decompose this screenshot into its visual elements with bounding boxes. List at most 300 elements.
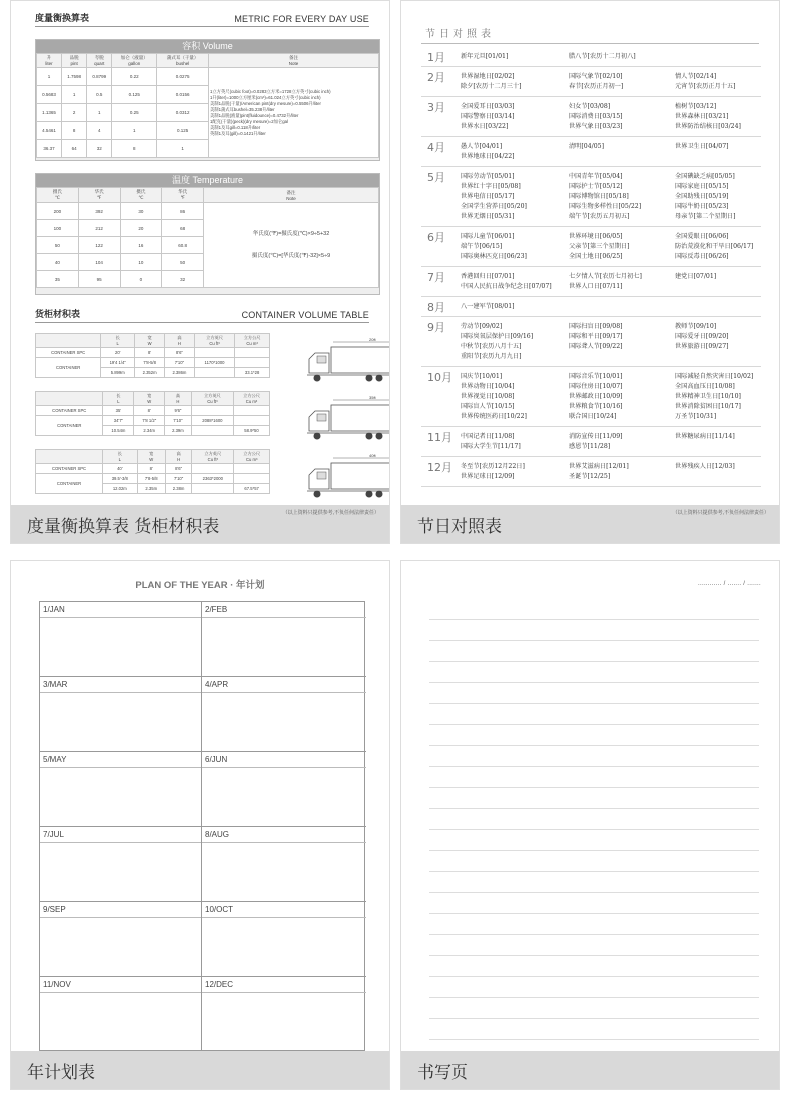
- festival-item: 世界湿地日[02/02]: [461, 73, 515, 80]
- container-header-cell: [234, 450, 270, 464]
- festival-month-label: 7月: [427, 271, 445, 284]
- festival-item: 母亲节[第二个星期日]: [675, 213, 736, 220]
- container-cell: [235, 348, 270, 358]
- container-cell: 2088*1600: [191, 416, 233, 426]
- writing-line[interactable]: [429, 599, 759, 620]
- container-box: [331, 463, 390, 489]
- container-header-row: [36, 450, 270, 464]
- container-cell: [194, 368, 234, 378]
- festival-item: 感恩节[11/28]: [569, 443, 611, 450]
- temperature-cell: 95: [78, 271, 120, 288]
- header-zh: 蒲式耳（干量）: [166, 55, 199, 60]
- header-unit: ℉: [180, 195, 185, 200]
- container-header-row: [36, 392, 270, 406]
- container-cell: [234, 416, 270, 426]
- header-zh: 品脱: [69, 55, 79, 60]
- volume-header-cell: [209, 54, 379, 68]
- festival-item: 世界水日[03/22]: [461, 123, 509, 130]
- festival-item: 国际牛奶日[05/23]: [675, 203, 729, 210]
- container-cell: 8': [135, 348, 165, 358]
- festival-item: 全国爱眼日[06/06]: [675, 233, 729, 240]
- year-plan-month-label: 4/APR: [205, 680, 229, 689]
- festival-item: 联合国日[10/24]: [569, 413, 617, 420]
- header-unit: ℃: [54, 195, 60, 200]
- festival-month-items: [461, 51, 761, 61]
- header-zh: 摄氏: [52, 189, 62, 194]
- festival-item: 国际扫盲日[09/08]: [569, 323, 623, 330]
- temperature-cell: 200: [37, 203, 79, 220]
- container-cell: 40': [103, 464, 138, 474]
- volume-cell: 32: [87, 140, 112, 158]
- festival-item: 万圣节[10/31]: [675, 413, 717, 420]
- festival-month-label: 9月: [427, 321, 445, 334]
- festival-item: 清明[04/05]: [569, 143, 605, 150]
- festival-item: 世界气象日[03/23]: [569, 123, 623, 130]
- volume-cell: 1.7598: [62, 68, 87, 86]
- volume-notes: [209, 68, 379, 158]
- temperature-cell: 40: [37, 254, 79, 271]
- festival-divider: [421, 43, 759, 44]
- festival-item: 国际博物馆日[05/18]: [569, 193, 629, 200]
- festival-month-label: 12月: [427, 461, 452, 474]
- festival-item: [675, 351, 765, 361]
- writing-footer: [401, 1051, 779, 1089]
- festival-item: 元宵节[农历正月十五]: [675, 83, 736, 90]
- festival-item: 世界足球日[12/09]: [461, 473, 515, 480]
- year-plan-underline: [40, 692, 201, 693]
- festival-item: 国际住房日[10/07]: [569, 383, 623, 390]
- year-plan-cell[interactable]: [40, 827, 202, 902]
- header-en: Cu m³: [245, 399, 258, 404]
- festival-item: 世界视觉日[10/08]: [461, 393, 515, 400]
- volume-cell: 1: [157, 140, 209, 158]
- volume-cell: 64: [62, 140, 87, 158]
- volume-note: 美制1及耳gill=0.118升/liter: [210, 124, 261, 130]
- volume-cell: 0.8799: [87, 68, 112, 86]
- container-cell: 33.1*28: [235, 368, 270, 378]
- festival-month-block: [421, 317, 761, 367]
- volume-cell: 0.5683: [37, 86, 62, 104]
- container-blank: [36, 334, 101, 348]
- festival-item: 春节[农历正月初一]: [569, 83, 624, 90]
- volume-note: 1升(liter)=1000立方厘米(cm³)=61.024立方英寸(cubic inch): [210, 94, 321, 100]
- container-spc-label: CONTAINER SPC: [36, 406, 103, 416]
- container-cell: [235, 358, 270, 368]
- header-zh: 宽: [147, 335, 152, 340]
- festival-month-items: [461, 431, 761, 451]
- festival-item: 国际奥林匹克日[06/23]: [461, 253, 527, 260]
- festival-month-items: [461, 231, 761, 261]
- year-plan-grid: [39, 601, 365, 1051]
- container-box: [331, 405, 390, 431]
- volume-cell: 4: [87, 122, 112, 140]
- festival-item: 国际警察日[03/14]: [461, 113, 515, 120]
- festival-footer: [401, 505, 779, 543]
- festival-month-label: 11月: [427, 431, 452, 444]
- year-plan-footer-title: 年计划表: [27, 1062, 95, 1083]
- truck-wheel: [314, 375, 321, 382]
- festival-month-items: [461, 141, 761, 161]
- temperature-caption: 温度 Temperature: [36, 174, 379, 187]
- container-label: CONTAINER: [36, 416, 103, 436]
- container-row: [36, 358, 270, 368]
- volume-note: 1配克(干量)(peck)(dry mesure)=2加仑gal: [210, 118, 288, 124]
- temperature-header-cell: [120, 188, 162, 203]
- festival-footnote: （以上资料只提供参考,不负任何法律责任）: [672, 510, 769, 516]
- container-cell: 9'6": [165, 406, 192, 416]
- festival-month-label: 8月: [427, 301, 445, 314]
- volume-cell: 1: [37, 68, 62, 86]
- metric-panel: [10, 0, 390, 544]
- header-zh: 备注: [286, 189, 296, 195]
- container-cell: [234, 406, 270, 416]
- festival-month-block: [421, 367, 761, 427]
- header-en: L: [116, 341, 119, 346]
- container-size-label: 35ft: [369, 395, 376, 400]
- festival-month-label: 3月: [427, 101, 445, 114]
- metric-header: [35, 11, 369, 27]
- truck-wheel: [314, 433, 321, 440]
- writing-line[interactable]: [429, 851, 759, 872]
- volume-cell: 0.125: [157, 122, 209, 140]
- container-truck-icon: [303, 395, 390, 443]
- volume-header-cell: [87, 54, 112, 68]
- writing-line[interactable]: [429, 998, 759, 1019]
- container-blank: [36, 392, 103, 406]
- writing-line[interactable]: [429, 893, 759, 914]
- festival-item: 世界防治结核日[03/24]: [675, 123, 741, 130]
- truck-wheel: [376, 491, 383, 498]
- truck-wheel: [366, 375, 373, 382]
- volume-caption: 容积 Volume: [36, 40, 379, 53]
- container-cell: 2.34m: [134, 426, 165, 436]
- header-en: gallon: [128, 61, 141, 66]
- header-unit: Note: [286, 195, 296, 201]
- header-en: H: [177, 457, 181, 462]
- container-label: CONTAINER: [36, 358, 101, 378]
- temperature-header-cell: [162, 188, 204, 203]
- container-cell: 2363*2000: [192, 474, 234, 484]
- container-row: [36, 416, 270, 426]
- festival-month-block: [421, 297, 761, 317]
- container-header-cell: [165, 334, 195, 348]
- header-zh: 夸脱: [94, 55, 104, 60]
- festival-item: 国际儿童节[06/01]: [461, 233, 515, 240]
- volume-header-cell: [62, 54, 87, 68]
- festival-item: 植树节[03/12]: [675, 103, 717, 110]
- year-plan-cell[interactable]: [202, 677, 366, 752]
- writing-line[interactable]: [429, 788, 759, 809]
- container-header-cell: [191, 392, 233, 406]
- header-en: quart: [94, 61, 105, 66]
- volume-table: [35, 39, 380, 161]
- header-en: W: [147, 341, 152, 346]
- year-plan-panel: [10, 560, 390, 1090]
- festival-item: 世界粮食节[10/16]: [569, 403, 623, 410]
- festival-title: 节日对照表: [425, 29, 495, 40]
- festival-month-items: [461, 371, 761, 421]
- festival-item: [675, 441, 765, 451]
- volume-note: 美制1蒲式耳bushel=35.238升/liter: [210, 106, 275, 112]
- header-en: Cu ft³: [209, 341, 220, 346]
- festival-item: 世界无烟日[05/31]: [461, 213, 515, 220]
- temperature-cell: 86: [162, 203, 204, 220]
- header-zh: 宽: [147, 393, 152, 398]
- container-cell: 2.386m: [165, 368, 195, 378]
- header-zh: 立方公尺: [243, 393, 260, 398]
- volume-note: 美制1品脱(干量)/American pint(dry mesure)=0.5506升/liter: [210, 100, 321, 106]
- festival-item: 世界动物日[10/04]: [461, 383, 515, 390]
- volume-cell: 0.0275: [157, 68, 209, 86]
- container-truck-icon: [303, 337, 390, 385]
- festival-item: 教师节[09/10]: [675, 323, 717, 330]
- volume-note: 英制1及耳(gill)=0.1421升/liter: [210, 130, 266, 136]
- temperature-note: 华氏度(℉)=摄氏度(℃)×9÷5+32: [252, 231, 330, 237]
- festival-item: 国际反毒日[06/26]: [675, 253, 729, 260]
- festival-month-label: 4月: [427, 141, 445, 154]
- writing-lines: [429, 599, 759, 1061]
- year-plan-cell[interactable]: [40, 677, 202, 752]
- writing-line[interactable]: [429, 809, 759, 830]
- writing-line[interactable]: [429, 683, 759, 704]
- container-cell: 35': [103, 406, 134, 416]
- year-plan-month-label: 6/JUN: [205, 755, 228, 764]
- writing-panel: [400, 560, 780, 1090]
- festival-month-label: 2月: [427, 71, 445, 84]
- container-cell: 2.39m: [165, 426, 192, 436]
- writing-footer-title: 书写页: [417, 1062, 468, 1083]
- truck-wheel: [376, 375, 383, 382]
- container-header-cell: [101, 334, 135, 348]
- festival-item: 世界消除贫困日[10/17]: [675, 403, 741, 410]
- container-table: [35, 449, 270, 494]
- temperature-cell: 100: [37, 220, 79, 237]
- festival-item: 世界艾滋病日[12/01]: [569, 463, 629, 470]
- metric-title-en: METRIC FOR EVERY DAY USE: [234, 14, 369, 24]
- festival-item: [675, 301, 765, 311]
- festival-item: 国际消费日[03/15]: [569, 113, 623, 120]
- header-unit: ℃: [138, 195, 144, 200]
- festival-item: [569, 151, 675, 161]
- header-zh: 长: [115, 335, 120, 340]
- temperature-header-cell: [37, 188, 79, 203]
- festival-item: 国际护士节[05/12]: [569, 183, 623, 190]
- festival-item: 世界旅游日[09/27]: [675, 343, 729, 350]
- container-cell: 5.899m: [101, 368, 135, 378]
- temperature-cell: 392: [78, 203, 120, 220]
- festival-item: 情人节[02/14]: [675, 73, 717, 80]
- year-plan-underline: [40, 617, 201, 618]
- festival-item: 世界人口日[07/11]: [569, 283, 623, 290]
- container-cell: [191, 426, 233, 436]
- festival-item: 世界精神卫生日[10/10]: [675, 393, 741, 400]
- writing-line[interactable]: [429, 767, 759, 788]
- container-box: [331, 347, 390, 373]
- festival-month-block: [421, 457, 761, 487]
- header-zh: 华氏: [178, 189, 188, 194]
- volume-cell: 0.0156: [157, 86, 209, 104]
- volume-cell: 0.0312: [157, 104, 209, 122]
- year-plan-month-label: 12/DEC: [205, 980, 234, 989]
- year-plan-cell[interactable]: [40, 977, 202, 1052]
- festival-item: 中国人民抗日战争纪念日[07/07]: [461, 283, 552, 290]
- header-en: liter: [45, 61, 53, 66]
- festival-item: [675, 51, 765, 61]
- writing-line[interactable]: [429, 620, 759, 641]
- festival-month-items: [461, 271, 761, 291]
- metric-footer-title: 度量衡换算表 货柜材积表: [27, 516, 220, 537]
- temperature-cell: 32: [162, 271, 204, 288]
- festival-item: [569, 351, 675, 361]
- festival-item: 中国记者日[11/08]: [461, 433, 515, 440]
- container-cell: 10.54m: [103, 426, 134, 436]
- writing-date: ............ / ....... / .......: [698, 581, 761, 587]
- container-header-cell: [137, 450, 165, 464]
- writing-line[interactable]: [429, 746, 759, 767]
- writing-line[interactable]: [429, 830, 759, 851]
- year-plan-month-label: 11/NOV: [43, 980, 71, 989]
- container-title-en: CONTAINER VOLUME TABLE: [241, 310, 369, 320]
- festival-item: 国际聋人节[09/22]: [569, 343, 623, 350]
- festival-footer-title: 节日对照表: [417, 516, 502, 537]
- container-spc-label: CONTAINER SPC: [36, 464, 103, 474]
- festival-month-block: [421, 167, 761, 227]
- festival-item: 全国土地日[06/25]: [569, 253, 623, 260]
- volume-cell: 8: [62, 122, 87, 140]
- festival-item: 建党日[07/01]: [675, 273, 717, 280]
- writing-line[interactable]: [429, 704, 759, 725]
- container-label: CONTAINER: [36, 474, 103, 494]
- volume-row: [37, 68, 379, 86]
- festival-item: 端午节[农历五月初五]: [569, 213, 630, 220]
- container-row: [36, 406, 270, 416]
- container-cell: 8'6": [165, 464, 191, 474]
- temperature-notes: [204, 203, 379, 288]
- writing-line[interactable]: [429, 641, 759, 662]
- volume-header-row: [37, 54, 379, 68]
- festival-item: 世界森林日[03/21]: [675, 113, 729, 120]
- year-plan-month-label: 7/JUL: [43, 830, 64, 839]
- writing-line[interactable]: [429, 977, 759, 998]
- festival-item: 腊八节[农历十二月初八]: [569, 53, 636, 60]
- container-cell: 20': [101, 348, 135, 358]
- header-en: pint: [70, 61, 78, 66]
- festival-item: 国际盲人节[10/15]: [461, 403, 515, 410]
- festival-item: 香港回归日[07/01]: [461, 273, 515, 280]
- festival-item: 中秋节[农历八月十五]: [461, 343, 522, 350]
- container-cell: [234, 464, 270, 474]
- festival-item: 国际音乐节[10/01]: [569, 373, 623, 380]
- festival-item: 新年元旦[01/01]: [461, 53, 509, 60]
- header-en: bushel: [176, 61, 190, 66]
- year-plan-cell[interactable]: [202, 827, 366, 902]
- festival-month-block: [421, 267, 761, 297]
- year-plan-cell[interactable]: [40, 902, 202, 977]
- volume-cell: 1.1365: [37, 104, 62, 122]
- metric-footer: [11, 505, 389, 543]
- container-cell: [192, 464, 234, 474]
- year-plan-cell[interactable]: [202, 752, 366, 827]
- volume-note: 1立方英尺(cubic foot)=0.0283立方米=1728立方英寸(cubic inch): [210, 88, 331, 94]
- festival-month-items: [461, 301, 761, 311]
- festival-month-block: [421, 137, 761, 167]
- truck-window: [317, 356, 326, 363]
- temperature-cell: 10: [120, 254, 162, 271]
- festival-item: 全国助残日[05/19]: [675, 193, 729, 200]
- header-zh: 备注: [289, 55, 298, 60]
- festival-item: 国际爱牙日[09/20]: [675, 333, 729, 340]
- festival-item: 世界残疾人日[12/03]: [675, 463, 735, 470]
- writing-line[interactable]: [429, 956, 759, 977]
- festival-item: 国庆节[10/01]: [461, 373, 503, 380]
- writing-line[interactable]: [429, 872, 759, 893]
- year-plan-cell[interactable]: [202, 977, 366, 1052]
- writing-line[interactable]: [429, 1019, 759, 1040]
- container-cell: [191, 406, 233, 416]
- festival-item: 消防宣传日[11/09]: [569, 433, 623, 440]
- festival-month-items: [461, 101, 761, 131]
- year-plan-cell[interactable]: [40, 752, 202, 827]
- festival-item: 八一建军节[08/01]: [461, 303, 515, 310]
- header-zh: 立方英尺: [203, 393, 221, 398]
- temperature-cell: 60.8: [162, 237, 204, 254]
- temperature-cell: 212: [78, 220, 120, 237]
- container-cell: 12.02m: [103, 484, 138, 494]
- temperature-cell: 0: [120, 271, 162, 288]
- festival-item: 世界糖尿病日[11/14]: [675, 433, 735, 440]
- year-plan-underline: [202, 842, 366, 843]
- temperature-cell: 104: [78, 254, 120, 271]
- festival-item: 世界环境日[06/05]: [569, 233, 623, 240]
- festival-item: [569, 301, 675, 311]
- header-zh: 长: [116, 393, 121, 398]
- container-header: [35, 307, 369, 323]
- festival-item: 国际生物多样性日[05/22]: [569, 203, 642, 210]
- container-header-cell: [134, 392, 165, 406]
- festival-month-items: [461, 321, 761, 361]
- container-cell: 7'8-5/8: [135, 358, 165, 368]
- metric-footnote: （以上资料只提供参考,不负任何法律责任）: [282, 510, 379, 516]
- year-plan-cell[interactable]: [40, 602, 202, 677]
- container-header-cell: [103, 450, 138, 464]
- festival-item: 重阳节[农历九月九日]: [461, 353, 522, 360]
- temperature-cell: 16: [120, 237, 162, 254]
- year-plan-footer: [11, 1051, 389, 1089]
- truck-wheel: [366, 491, 373, 498]
- year-plan-cell[interactable]: [202, 602, 366, 677]
- container-header-cell: [165, 392, 192, 406]
- container-section: [35, 333, 385, 503]
- container-header-cell: [135, 334, 165, 348]
- year-plan-cell[interactable]: [202, 902, 366, 977]
- festival-item: 七夕情人节[农历七月初七]: [569, 273, 642, 280]
- year-plan-underline: [202, 992, 366, 993]
- writing-line[interactable]: [429, 935, 759, 956]
- container-header-cell: [192, 450, 234, 464]
- writing-line[interactable]: [429, 725, 759, 746]
- container-spc-label: CONTAINER SPC: [36, 348, 101, 358]
- container-header-row: [36, 334, 270, 348]
- container-header-cell: [103, 392, 134, 406]
- header-en: Cu ft³: [207, 399, 218, 404]
- truck-window: [317, 414, 326, 421]
- writing-line[interactable]: [429, 662, 759, 683]
- year-plan-underline: [40, 842, 201, 843]
- festival-item: 劳动节[09/02]: [461, 323, 503, 330]
- festival-month-block: [421, 97, 761, 137]
- truck-wheel: [314, 491, 321, 498]
- writing-line[interactable]: [429, 914, 759, 935]
